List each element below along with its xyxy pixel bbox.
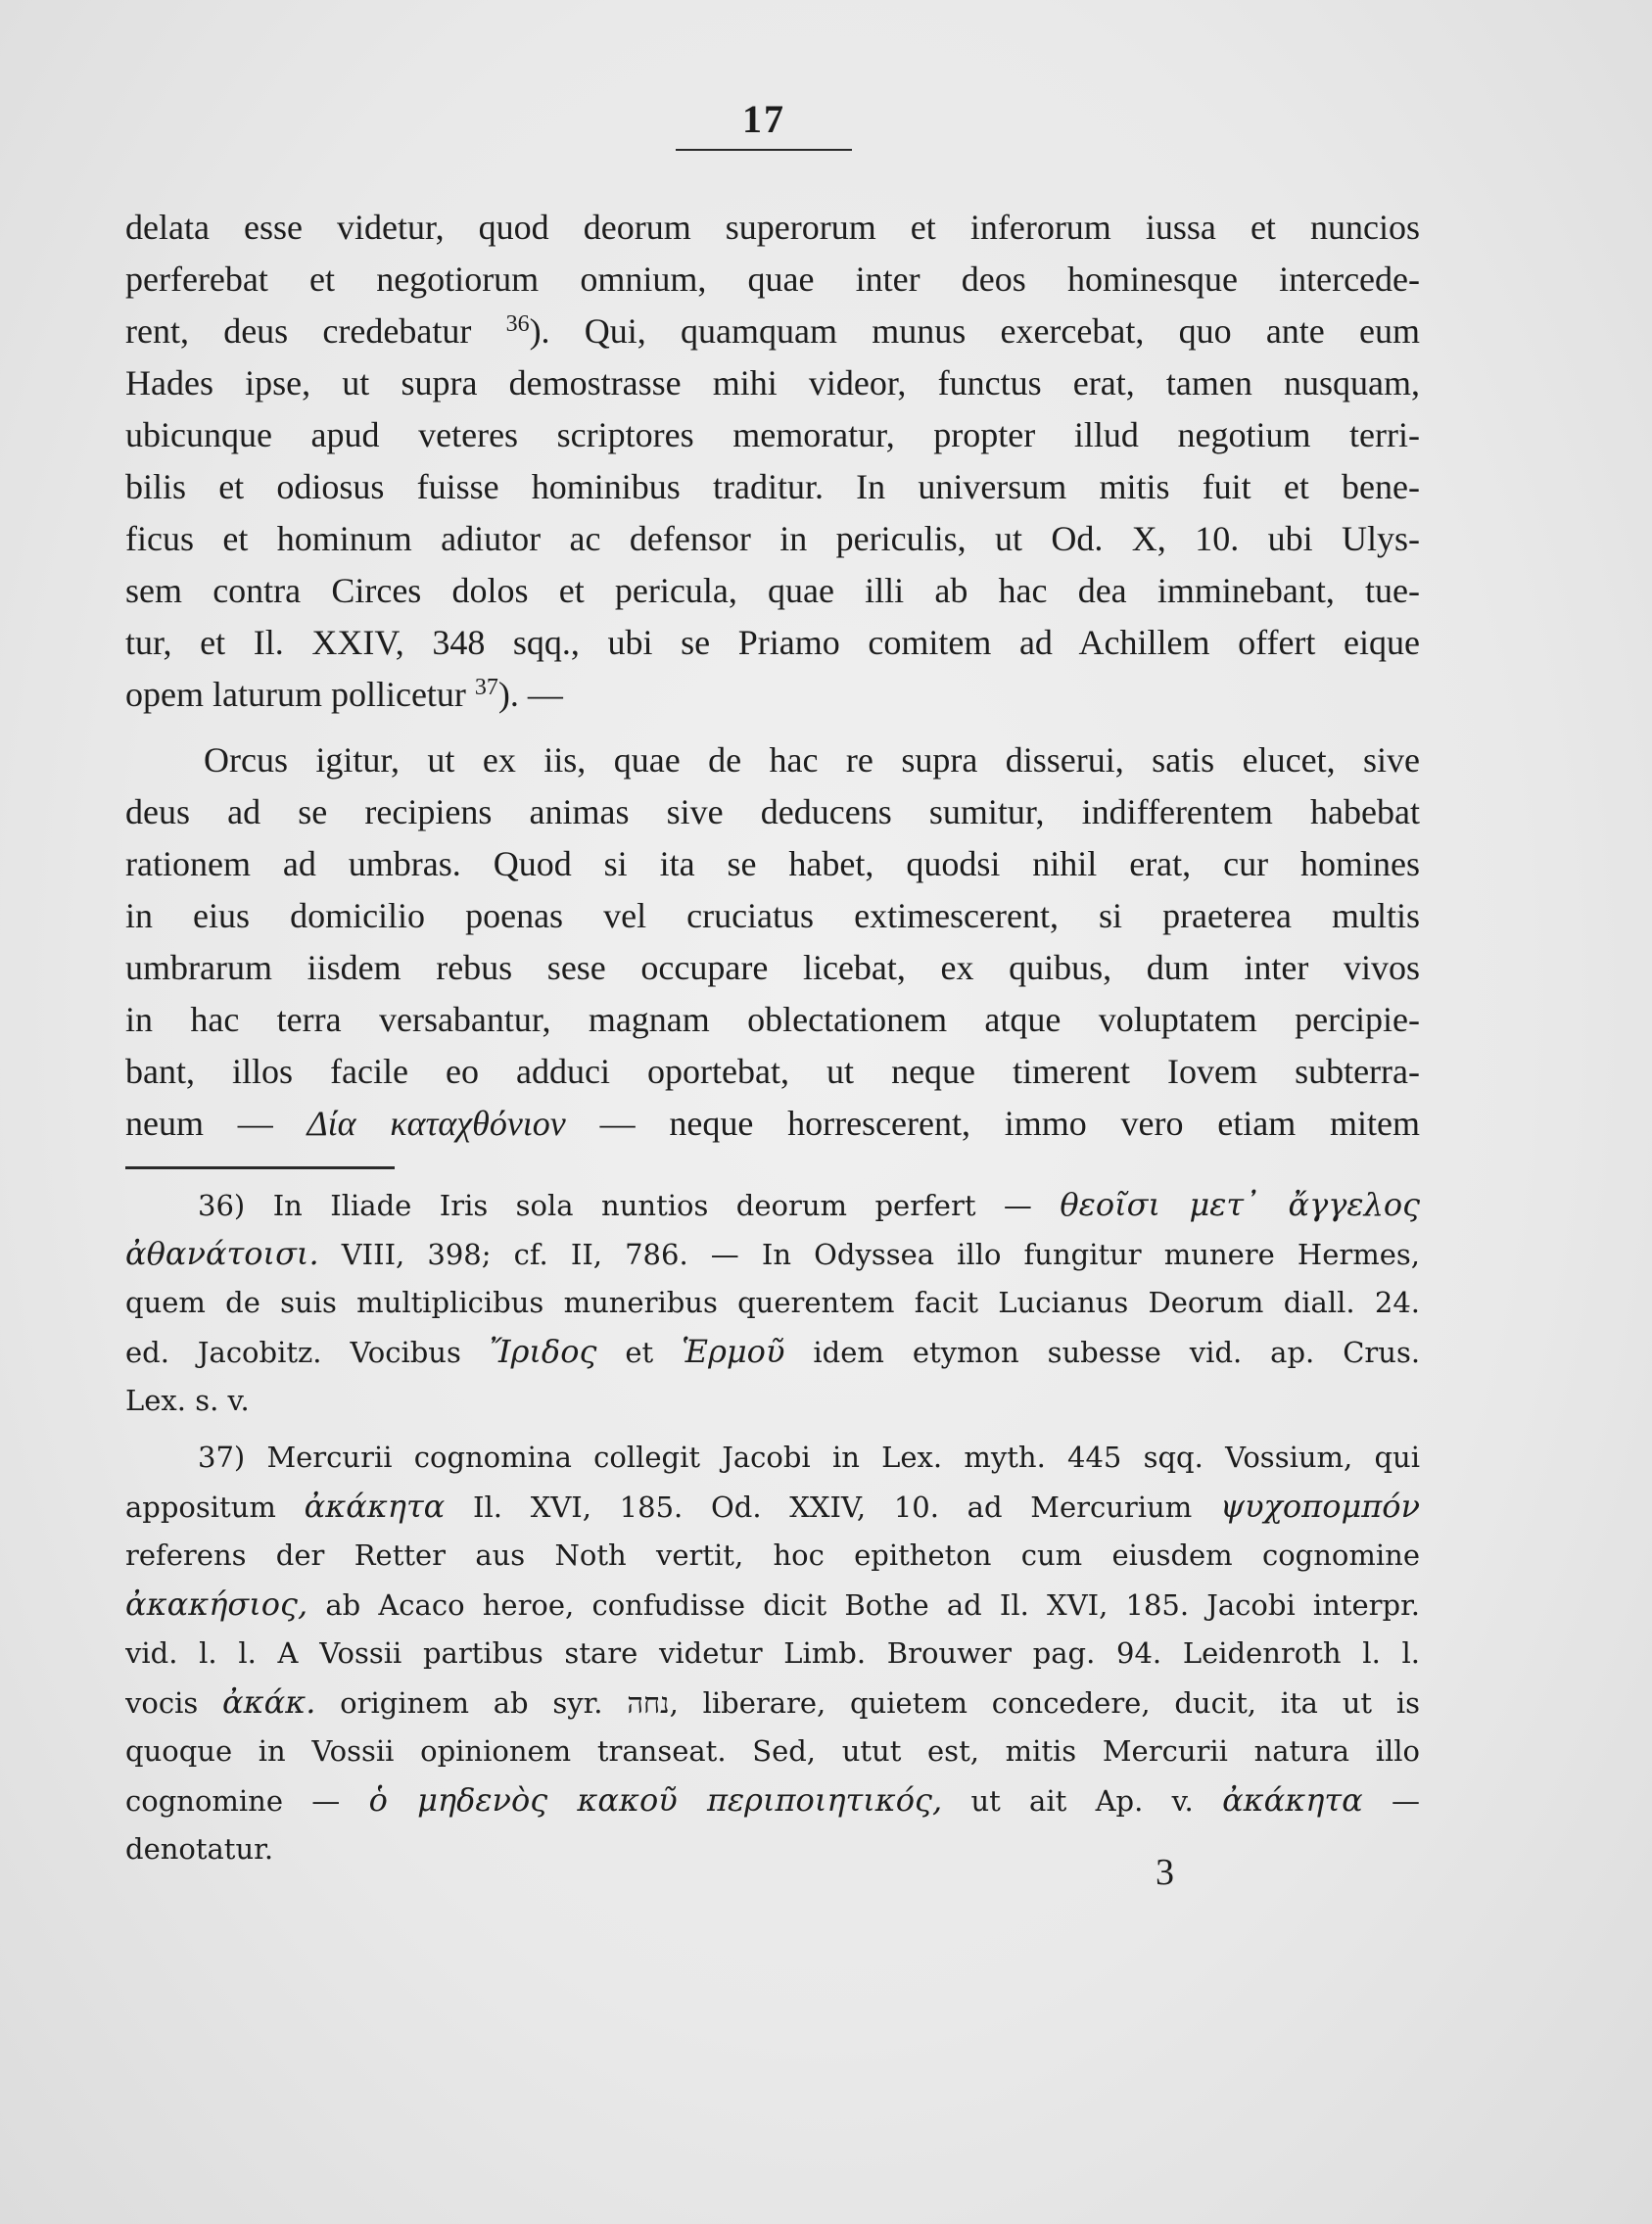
footnote-37-line <box>125 1482 1420 1531</box>
footnote-37-line: vid. l. l. A Vossii partibus stare videtur Limb. Brouwer pag. 94. Leidenroth l. l. <box>125 1636 1420 1670</box>
greek-phrase: ἀκάκητα <box>304 1488 446 1525</box>
greek-phrase: ἀκακήσιος, <box>125 1585 308 1623</box>
text-segment: neum — <box>125 1104 273 1143</box>
text-segment: — <box>1392 1784 1420 1818</box>
text-line: rationem ad umbras. Quod si ita se habet, quodsi nihil erat, cur homines <box>125 844 1420 883</box>
footnote-ref-37: 37 <box>474 675 498 700</box>
text-segment: et <box>625 1336 654 1369</box>
text-segment: ut ait Ap. v. <box>970 1784 1194 1818</box>
text-segment: appositum <box>125 1491 276 1524</box>
text-line: in hac terra versabantur, magnam oblectationem atque voluptatem percipie- <box>125 1000 1420 1039</box>
text-line: tur, et Il. XXIV, 348 sqq., ubi se Priamo comitem ad Achillem offert eique <box>125 623 1420 662</box>
text-line: bant, illos facile eo adduci oportebat, ut neque timerent Iovem subterra- <box>125 1052 1420 1091</box>
greek-phrase: ψυχοπομπόν <box>1219 1488 1420 1525</box>
footnote-marker-37: 37) <box>198 1441 246 1474</box>
footnotes <box>125 1180 1420 1873</box>
text-segment: originem ab syr. <box>340 1686 603 1720</box>
greek-phrase: Ἑρμοῦ <box>682 1333 785 1370</box>
greek-phrase: ἀκάκ. <box>222 1683 316 1721</box>
footnote-37-line <box>125 1433 1420 1482</box>
footnote-36-line: quem de suis multiplicibus muneribus querentem facit Lucianus Deorum diall. 24. <box>125 1286 1420 1319</box>
header-rule <box>676 149 852 151</box>
text-segment: idem etymon subesse vid. ap. Crus. <box>813 1336 1420 1369</box>
greek-phrase: Δία καταχθόνιον <box>307 1104 566 1143</box>
footnote-37-line: denotatur. <box>125 1832 274 1866</box>
text-segment: vocis <box>125 1686 199 1720</box>
text-line <box>125 669 1420 721</box>
greek-phrase: ἀκάκητα <box>1222 1781 1363 1819</box>
text-segment: ). <box>529 311 550 351</box>
footnote-ref-36: 36 <box>505 311 530 337</box>
text-line: Hades ipse, ut supra demostrasse mihi videor, functus erat, tamen nusquam, <box>125 363 1420 402</box>
footnote-37-line <box>125 1678 1420 1727</box>
text-line: sem contra Circes dolos et pericula, quae illi ab hac dea imminebant, tue- <box>125 571 1420 610</box>
page-number: 17 <box>742 97 785 141</box>
text-segment: ab Acaco heroe, confudisse dicit Bothe ad Il. XVI, 185. Jacobi interpr. <box>325 1588 1420 1622</box>
text-line <box>125 306 1420 357</box>
text-segment: opem laturum pollicetur <box>125 675 466 714</box>
text-line: in eius domicilio poenas vel cruciatus extimescerent, si praeterea multis <box>125 896 1420 935</box>
text-segment: cognomine — <box>125 1784 341 1818</box>
greek-phrase: ἀθανάτοισι. <box>125 1235 319 1272</box>
greek-phrase: Ἴριδος <box>489 1333 597 1370</box>
signature-mark: 3 <box>1156 1852 1174 1893</box>
text-line <box>125 1098 1420 1150</box>
text-line: Orcus igitur, ut ex iis, quae de hac re supra disserui, satis elucet, sive <box>204 740 1420 780</box>
text-segment: , liberare, quietem concedere, ducit, ita ut is <box>669 1686 1420 1720</box>
text-line: deus ad se recipiens animas sive deducens sumitur, indifferentem habebat <box>125 792 1420 831</box>
footnote-37-line: quoque in Vossii opinionem transeat. Sed, utut est, mitis Mercurii natura illo <box>125 1734 1420 1768</box>
footnote-rule <box>125 1166 395 1169</box>
text-segment: ed. Jacobitz. Vocibus <box>125 1336 461 1369</box>
footnote-36-line <box>125 1180 1420 1229</box>
footnote-36-line <box>125 1229 1420 1278</box>
text-segment: ). — <box>497 675 563 714</box>
footnote-36-line: Lex. s. v. <box>125 1384 250 1417</box>
text-segment: rent, deus credebatur <box>125 311 472 351</box>
text-line: perferebat et negotiorum omnium, quae inter deos hominesque intercede- <box>125 260 1420 299</box>
text-line: ubicunque apud veteres scriptores memoratur, propter illud negotium terri- <box>125 415 1420 454</box>
text-line: bilis et odiosus fuisse hominibus traditur. In universum mitis fuit et bene- <box>125 467 1420 506</box>
text-line: delata esse videtur, quod deorum superorum et inferorum iussa et nuncios <box>125 208 1420 247</box>
text-line: umbrarum iisdem rebus sese occupare licebat, ex quibus, dum inter vivos <box>125 948 1420 987</box>
text-segment: In Iliade Iris sola nuntios deorum perfert — <box>272 1189 1032 1222</box>
main-text <box>125 202 1420 1150</box>
footnote-36-line <box>125 1327 1420 1376</box>
text-segment: Il. XVI, 185. Od. XXIV, 10. ad Mercurium <box>473 1491 1193 1524</box>
footnote-marker-36: 36) <box>198 1189 246 1222</box>
greek-phrase: θεοῖσι μετ᾽ ἄγγελος <box>1060 1186 1420 1223</box>
text-segment: VIII, 398; cf. II, 786. — In Odyssea illo fungitur munere Hermes, <box>341 1238 1420 1271</box>
footnote-37-line <box>125 1580 1420 1629</box>
footnote-37-line <box>125 1775 1420 1824</box>
hebrew-word: נחה <box>627 1686 670 1720</box>
footnote-37-line: referens der Retter aus Noth vertit, hoc epitheton cum eiusdem cognomine <box>125 1538 1420 1572</box>
text-segment: Qui, quamquam munus exercebat, quo ante eum <box>584 311 1420 351</box>
text-line: ficus et hominum adiutor ac defensor in periculis, ut Od. X, 10. ubi Ulys- <box>125 519 1420 558</box>
text-segment: Mercurii cognomina collegit Jacobi in Lex. myth. 445 sqq. Vossium, qui <box>266 1441 1420 1474</box>
text-segment: — neque horrescerent, immo vero etiam mitem <box>599 1104 1420 1143</box>
greek-phrase: ὁ μηδενὸς κακοῦ περιποιητικός, <box>368 1781 943 1819</box>
